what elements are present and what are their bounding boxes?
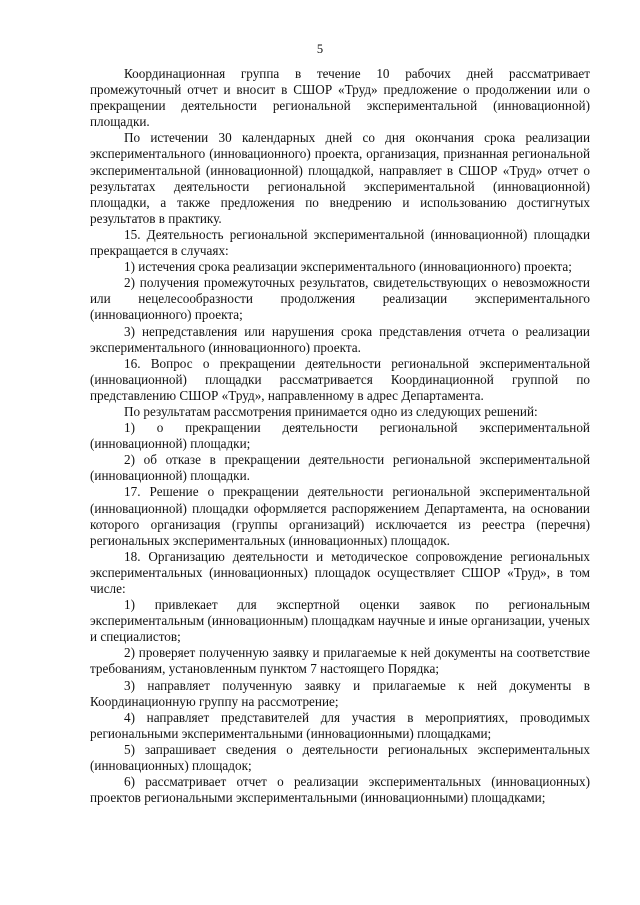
clause-18-item-6: 6) рассматривает отчет о реализации экспериментальных (инновационных) проектов региональными экспериментальными (инновационными) площадками; [90, 774, 590, 806]
clause-15-item-1: 1) истечения срока реализации экспериментального (инновационного) проекта; [124, 259, 572, 275]
clause-18-item-3: 3) направляет полученную заявку и прилагаемые к ней документы в Координационную группу на рассмотрение; [90, 677, 590, 709]
paragraph-final-report: По истечении 30 календарных дней со дня окончания срока реализации экспериментального (инновационного) проекта, организация, признанная региональной экспериментальной (инновационной) площадкой, направляет в СШОР «Труд» отчет о результатах деятельности региональной экспериментальной (инновационной) площадки, а также предложения по внедрению и использованию достигнутых результатов в практику. [90, 130, 590, 226]
clause-16-decisions-intro: По результатам рассмотрения принимается одно из следующих решений: [124, 403, 538, 419]
clause-15-item-2: 2) получения промежуточных результатов, свидетельствующих о невозможности или нецелесообразности продолжения реализации экспериментального (инновационного) проекта; [90, 275, 590, 323]
clause-16: 16. Вопрос о прекращении деятельности региональной экспериментальной (инновационной) площадки рассматривается Координационной группой по представлению СШОР «Труд», направленному в адрес Департамента. [90, 355, 590, 403]
clause-15-heading: 15. Деятельность региональной экспериментальной (инновационной) площадки прекращается в случаях: [90, 226, 590, 259]
clause-16-decision-1: 1) о прекращении деятельности региональной экспериментальной (инновационной) площадки; [90, 420, 590, 452]
clause-18-item-2: 2) проверяет полученную заявку и прилагаемые к ней документы на соответствие требованиям, установленным пунктом 7 настоящего Порядка; [90, 645, 590, 677]
paragraph-coordination-group-interim-report: Координационная группа в течение 10 рабочих дней рассматривает промежуточный отчет и вносит в СШОР «Труд» предложение о продолжении или о прекращении деятельности региональной экспериментальной (инновационной) площадки. [90, 66, 590, 130]
clause-18-item-5: 5) запрашивает сведения о деятельности региональных экспериментальных (инновационных) площадок; [90, 741, 590, 774]
clause-18-heading: 18. Организацию деятельности и методическое сопровождение региональных экспериментальных (инновационных) площадок осуществляет СШОР «Труд», в том числе: [90, 548, 590, 596]
clause-18-item-1: 1) привлекает для экспертной оценки заявок по региональным экспериментальным (инновационным) площадкам научные и иные организации, ученых и специалистов; [90, 597, 590, 645]
clause-15-item-3: 3) непредставления или нарушения срока представления отчета о реализации экспериментального (инновационного) проекта. [90, 323, 590, 355]
clause-16-decision-2: 2) об отказе в прекращении деятельности региональной экспериментальной (инновационной) площадки. [90, 452, 590, 484]
page-number: 5 [316, 42, 324, 56]
document-body [90, 66, 590, 806]
clause-18-item-4: 4) направляет представителей для участия в мероприятиях, проводимых региональными экспериментальными (инновационными) площадками; [90, 709, 590, 741]
clause-17: 17. Решение о прекращении деятельности региональной экспериментальной (инновационной) площадки оформляется распоряжением Департамента, на основании которого организация (группы организаций) исключается из реестра (перечня) региональных экспериментальных (инновационных) площадок. [90, 484, 590, 548]
